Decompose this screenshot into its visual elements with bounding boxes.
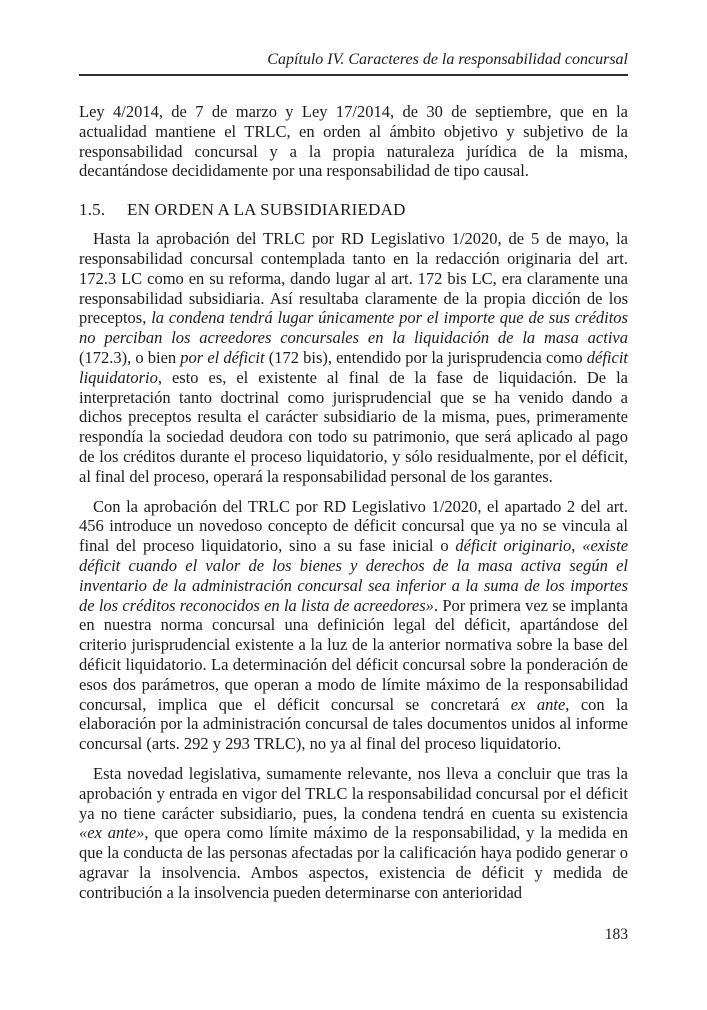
text-segment: , esto es, el existente al final de la fase de liquidación. De la interpretación tanto doctrinal como jurisprudencial que se ha venido dando a dichos preceptos resulta el carácter subsidiario de la misma, pues, primeramente respondía la sociedad deudora con todo su patrimonio, que será aplicado al pago de los créditos durante el proceso liquidatorio, y sólo residualmente, por el déficit, al final del proceso, operará la responsabilidad personal de los garantes.: [79, 367, 628, 486]
text-segment: . Por primera vez se implanta en nuestra norma concursal una definición legal del déficit, apartándose del criterio jurisprudencial existente a la luz de la anterior normativa sobre la base del déficit liquidatorio. La determinación del déficit concursal sobre la ponderación de esos dos parámetros, que operan a modo de límite máximo de la responsabilidad concursal, implica que el déficit concursal se concretará: [79, 595, 628, 714]
text-segment: Hasta la aprobación del TRLC por RD Legislativo 1/2020, de 5 de mayo, la responsabilidad concursal contemplada tanto en la redacción originaria del art. 172.3 LC como en su reforma, dando lugar al art. 172 bis LC, era claramente una responsabilidad subsidiaria. Así resultaba claramente de la propia dicción de los preceptos,: [79, 229, 628, 328]
italic-text-segment: ex ante: [510, 694, 566, 714]
italic-text-segment: «ex ante»: [79, 823, 145, 843]
paragraph: [79, 102, 628, 181]
text-segment: Ley 4/2014, de 7 de marzo y Ley 17/2014, de 30 de septiembre, que en la actualidad mantiene el TRLC, en orden al ámbito objetivo y subjetivo de la responsabilidad concursal y a la propia naturaleza jurídica de la misma, decantándose decididamente por una responsabilidad de tipo causal.: [79, 102, 628, 181]
paragraph: [79, 229, 628, 486]
text-segment: Esta novedad legislativa, sumamente relevante, nos lleva a concluir que tras la aprobación y entrada en vigor del TRLC la responsabilidad concursal por el déficit ya no tiene carácter subsidiario, pues, la condena tendrá en cuenta su existencia: [79, 763, 628, 823]
running-header-text: Capítulo IV. Caracteres de la responsabilidad concursal: [267, 51, 628, 68]
text-segment: (172 bis), entendido por la jurisprudencia como: [264, 347, 587, 367]
italic-text-segment: déficit originario: [455, 536, 572, 556]
section-heading: [79, 199, 628, 221]
paragraph: [79, 497, 628, 754]
paragraph: [79, 764, 628, 903]
text-segment: ,: [571, 536, 583, 556]
italic-text-segment: la condena tendrá lugar únicamente por el importe que de sus créditos no perciban los acreedores concursales en la liquidación de la masa activa: [79, 308, 628, 348]
page-number: 183: [604, 926, 628, 943]
section-title: EN ORDEN A LA SUBSIDIARIEDAD: [127, 200, 406, 220]
running-header: [79, 50, 628, 76]
italic-text-segment: por el déficit: [180, 347, 265, 367]
text-segment: , que opera como límite máximo de la responsabilidad, y la medida en que la conducta de las personas afectadas por la calificación haya podido generar o agravar la insolvencia. Ambos aspectos, existencia de déficit y medida de contribución a la insolvencia pueden determinarse con anterioridad: [79, 823, 628, 902]
text-segment: , con la elaboración por la administración concursal de tales documentos unidos al informe concursal (arts. 292 y 293 TRLC), no ya al final del proceso liquidatorio.: [79, 694, 628, 754]
text-segment: (172.3), o bien: [79, 347, 181, 367]
page-body: [79, 102, 628, 902]
italic-text-segment: déficit liquidatorio: [79, 347, 628, 387]
text-segment: Con la aprobación del TRLC por RD Legislativo 1/2020, el apartado 2 del art. 456 introduce un novedoso concepto de déficit concursal que ya no se vincula al final del proceso liquidatorio, sino a su fase inicial o: [79, 496, 628, 556]
section-number: 1.5.: [79, 200, 106, 220]
italic-text-segment: «existe déficit cuando el valor de los bienes y derechos de la masa activa según el inventario de la administración concursal sea inferior a la suma de los importes de los créditos reconocidos en la lista de acreedores»: [79, 536, 629, 615]
